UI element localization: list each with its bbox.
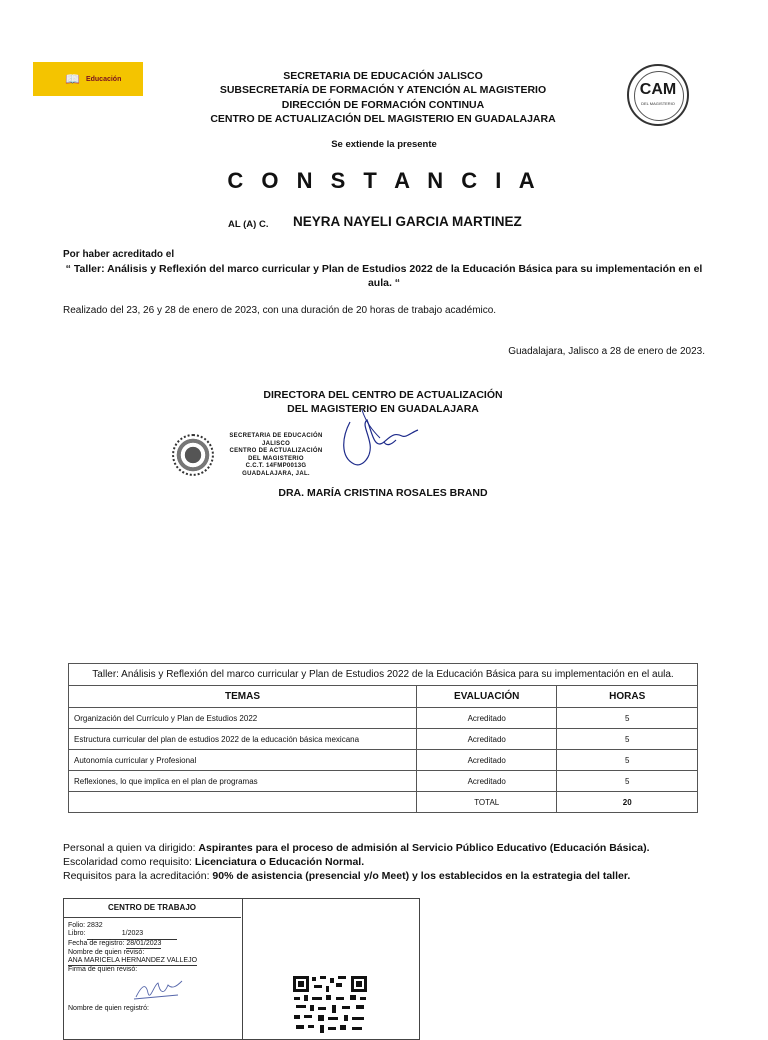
director-line: DIRECTORA DEL CENTRO DE ACTUALIZACIÓN <box>263 389 503 401</box>
reviso-label: Nombre de quien revisó: <box>68 948 145 956</box>
header-line: CENTRO DE ACTUALIZACIÓN DEL MAGISTERIO EN GUADALAJARA <box>210 112 556 125</box>
reviewer-signature-area <box>68 975 238 1005</box>
official-stamp <box>216 433 336 478</box>
reviewer-signature <box>128 975 188 1003</box>
libro-label: Libro: <box>68 930 86 938</box>
tema-cell: Estructura curricular del plan de estudios 2022 de la educación básica mexicana <box>69 729 417 750</box>
cam-seal-subtext: DEL MAGISTERIO <box>641 101 675 106</box>
stamp-line: SECRETARIA DE EDUCACIÓN <box>229 433 323 439</box>
header-line: SECRETARIA DE EDUCACIÓN JALISCO <box>283 70 483 82</box>
tema-cell: Organización del Currículo y Plan de Estudios 2022 <box>69 708 417 729</box>
evaluacion-cell: Acreditado <box>416 708 557 729</box>
escolaridad-value: Licenciatura o Educación Normal. <box>194 856 365 868</box>
registro-label: Nombre de quien registró: <box>68 1004 149 1012</box>
table-row <box>69 771 698 792</box>
evaluacion-cell: Acreditado <box>416 771 557 792</box>
evaluacion-cell: Acreditado <box>416 750 557 771</box>
column-header: HORAS <box>557 686 698 708</box>
recipient-prefix: AL (A) C. <box>228 219 269 230</box>
stamp-line: CENTRO DE ACTUALIZACIÓN <box>229 448 323 454</box>
firma-label: Firma de quien revisó: <box>68 966 138 974</box>
total-value: 20 <box>557 792 698 813</box>
place-date: Guadalajara, Jalisco a 28 de enero de 2023. <box>508 346 705 357</box>
table-row <box>69 729 698 750</box>
reviso-value: ANA MARICELA HERNANDEZ VALLEJO <box>68 957 197 966</box>
director-name: DRA. MARÍA CRISTINA ROSALES BRAND <box>278 487 488 499</box>
total-label: TOTAL <box>416 792 557 813</box>
institution-header <box>150 69 616 126</box>
registro-details <box>68 922 238 1013</box>
horas-cell: 5 <box>557 729 698 750</box>
tema-cell: Autonomía curricular y Profesional <box>69 750 417 771</box>
acreditacion-value: 90% de asistencia (presencial y/o Meet) y los establecidos en la estrategia del taller. <box>212 870 631 882</box>
stamp-line: C.C.T. 14FMP0013G <box>245 463 307 469</box>
dirigido-label: Personal a quien va dirigido: <box>63 842 199 854</box>
taller-title: “ Taller: Análisis y Reflexión del marco curricular y Plan de Estudios 2022 de la Educación Básica para su implementación en el aula. “ <box>65 263 703 289</box>
director-signature <box>332 402 422 477</box>
logo-label: Educación <box>85 75 122 83</box>
horas-cell: 5 <box>557 771 698 792</box>
horas-cell: 5 <box>557 708 698 729</box>
acreditacion-label: Requisitos para la acreditación: <box>63 870 213 882</box>
libro-value: 1/2023 <box>87 930 177 939</box>
requirements <box>63 841 649 883</box>
centro-trabajo-title: CENTRO DE TRABAJO <box>63 899 241 918</box>
fecha-value: 28/01/2023 <box>126 940 161 949</box>
tema-cell: Reflexiones, lo que implica en el plan de programas <box>69 771 417 792</box>
stamp-line: JALISCO <box>261 440 291 447</box>
educacion-logo <box>33 62 143 96</box>
folio: Folio: 2832 <box>68 922 103 929</box>
book-icon: 📖 <box>65 72 80 86</box>
qr-code-icon <box>292 975 368 1035</box>
horas-cell: 5 <box>557 750 698 771</box>
topics-table <box>68 663 698 813</box>
stamp-line: GUADALAJARA, JAL. <box>242 470 310 477</box>
fecha-label: Fecha de registro: <box>68 939 125 947</box>
stamp-line: DEL MAGISTERIO <box>248 455 304 462</box>
table-total-row <box>69 792 698 813</box>
header-line: DIRECCIÓN DE FORMACIÓN CONTINUA <box>281 98 485 111</box>
table-caption: Taller: Análisis y Reflexión del marco curricular y Plan de Estudios 2022 de la Educación Básica para su implementación en el aula. <box>69 664 698 686</box>
column-header: EVALUACIÓN <box>416 686 557 708</box>
cam-seal-text: CAM <box>639 81 677 98</box>
director-line: DEL MAGISTERIO EN GUADALAJARA <box>287 403 479 415</box>
escolaridad-label: Escolaridad como requisito: <box>63 856 195 868</box>
cam-seal <box>627 64 689 126</box>
empty-cell <box>69 792 417 813</box>
evaluacion-cell: Acreditado <box>416 729 557 750</box>
por-haber-text: Por haber acreditado el <box>63 249 175 260</box>
header-line: SUBSECRETARÍA DE FORMACIÓN Y ATENCIÓN AL MAGISTERIO <box>219 84 547 97</box>
intro-text: Se extiende la presente <box>331 139 437 150</box>
dirigido-value: Aspirantes para el proceso de admisión al Servicio Público Educativo (Educación Básica). <box>198 842 650 854</box>
realizado-text: Realizado del 23, 26 y 28 de enero de 2023, con una duración de 20 horas de trabajo académico. <box>63 305 497 316</box>
mexico-seal-icon <box>172 434 214 476</box>
column-header: TEMAS <box>69 686 417 708</box>
table-row <box>69 708 698 729</box>
table-row <box>69 750 698 771</box>
recipient-name: NEYRA NAYELI GARCIA MARTINEZ <box>293 214 522 229</box>
document-title: C O N S T A N C I A <box>227 168 541 193</box>
